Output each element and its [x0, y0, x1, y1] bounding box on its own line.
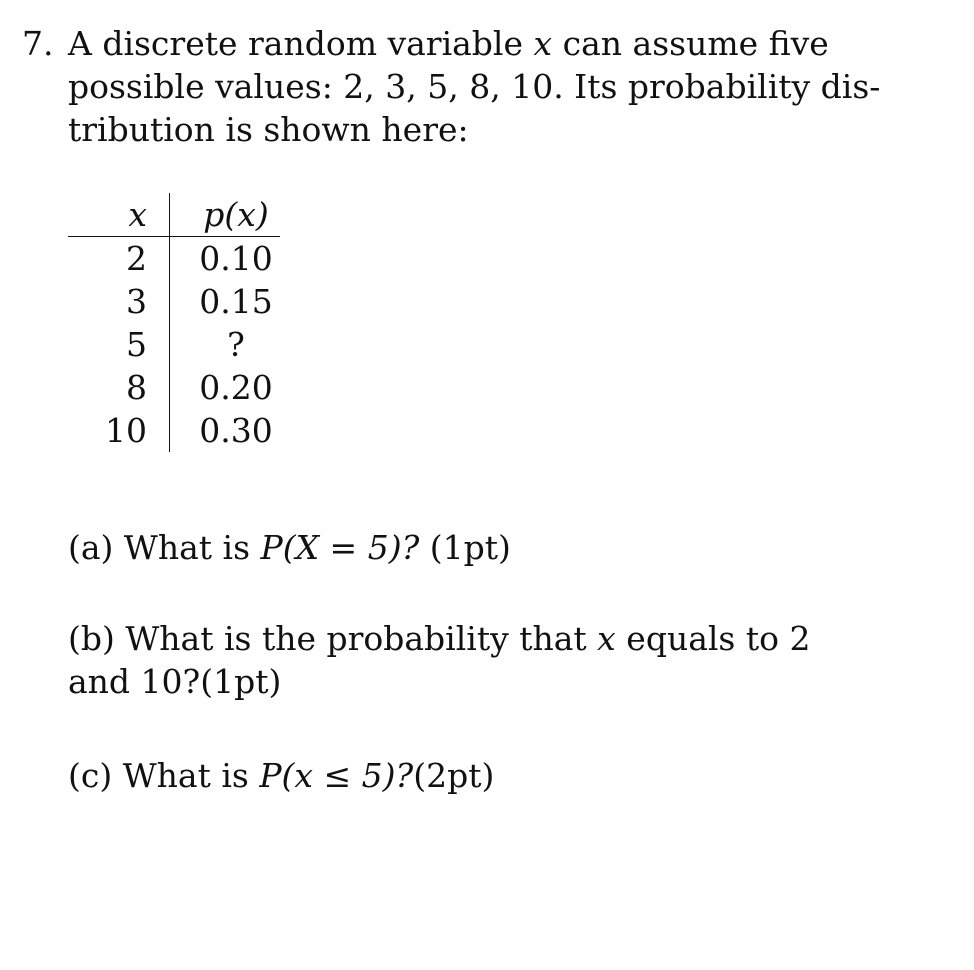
- question-c-label: (c) What is: [68, 756, 249, 795]
- question-c-expression: P(x ≤ 5)?: [259, 756, 414, 795]
- problem-text-end: can assume five: [562, 24, 829, 63]
- table-row: [68, 323, 280, 366]
- problem-line-1: [22, 22, 829, 65]
- table-row: [68, 280, 280, 323]
- question-a-expression: P(X = 5)?: [260, 528, 420, 567]
- question-b-text-end: equals to 2: [626, 619, 811, 658]
- cell-p: 0.15: [199, 282, 273, 321]
- cell-p: 0.30: [199, 411, 273, 450]
- question-b: [68, 617, 810, 703]
- variable-x: x: [597, 619, 616, 658]
- cell-x: 8: [68, 366, 170, 409]
- question-a: [68, 526, 511, 569]
- problem-line-2: possible values: 2, 3, 5, 8, 10. Its probability dis-: [68, 67, 881, 106]
- cell-x: 10: [68, 409, 170, 452]
- cell-x: 5: [68, 323, 170, 366]
- problem-text-start: A discrete random variable: [68, 24, 524, 63]
- cell-x: 2: [68, 237, 170, 281]
- question-b-line-2: and 10?(1pt): [68, 662, 282, 701]
- question-c-points: (2pt): [413, 756, 495, 795]
- cell-p: ?: [227, 325, 245, 364]
- question-a-label: (a) What is: [68, 528, 250, 567]
- problem-statement: [22, 22, 881, 151]
- question-c: [68, 754, 494, 797]
- header-x: x: [68, 193, 170, 237]
- table-row: [68, 237, 280, 281]
- problem-number: 7.: [22, 24, 54, 63]
- cell-x: 3: [68, 280, 170, 323]
- table-header-row: [68, 193, 280, 237]
- probability-distribution-table: [68, 193, 280, 452]
- question-b-line-1: [68, 617, 810, 660]
- header-px: p(x): [170, 193, 281, 237]
- question-a-points: (1pt): [429, 528, 511, 567]
- cell-p: 0.20: [199, 368, 273, 407]
- table-row: [68, 366, 280, 409]
- table-row: [68, 409, 280, 452]
- cell-p: 0.10: [199, 239, 273, 278]
- problem-line-3: tribution is shown here:: [68, 110, 469, 149]
- question-b-text-start: (b) What is the probability that: [68, 619, 587, 658]
- variable-x: x: [533, 24, 553, 63]
